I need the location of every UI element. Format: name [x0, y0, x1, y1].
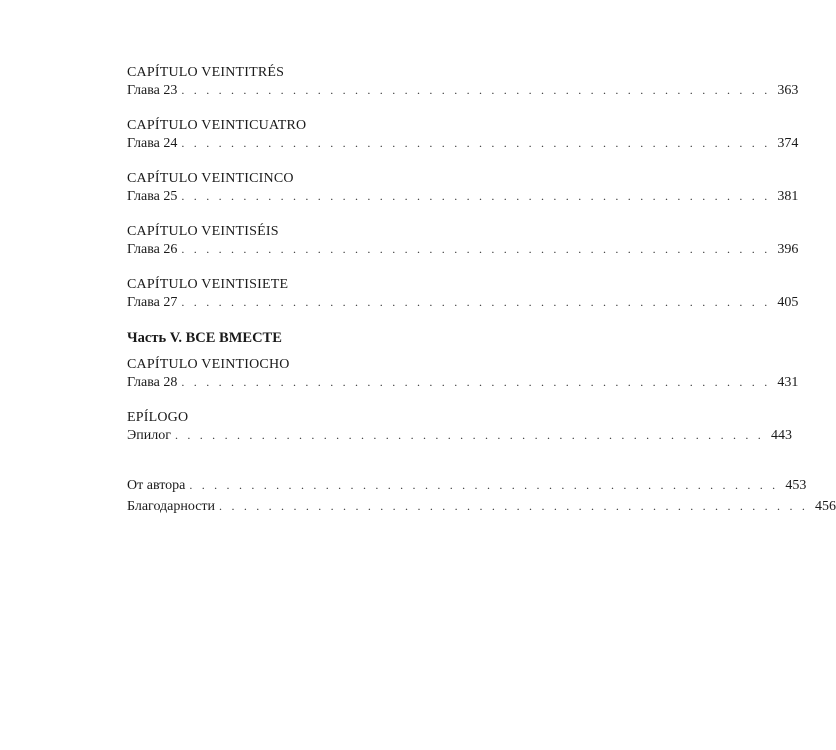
dot-leader: . . . . . . . . . . . . . . . . . . . . . . . . . . . . . . . . . . . . . . . . . . . . . . . .: [181, 375, 771, 389]
dot-leader: . . . . . . . . . . . . . . . . . . . . . . . . . . . . . . . . . . . . . . . . . . . . . . . .: [189, 478, 779, 492]
chapter-label: Глава 25: [127, 189, 178, 204]
part-title: Часть V. ВСЕ ВМЕСТЕ: [127, 330, 282, 346]
dot-leader: . . . . . . . . . . . . . . . . . . . . . . . . . . . . . . . . . . . . . . . . . . . . . . . .: [181, 242, 771, 256]
chapter-title: CAPÍTULO VEINTICINCO: [127, 171, 294, 186]
chapter-label: Глава 24: [127, 136, 178, 151]
dot-leader: . . . . . . . . . . . . . . . . . . . . . . . . . . . . . . . . . . . . . . . . . . . . . . . .: [219, 499, 809, 513]
toc-entry-chapter-28: [127, 356, 799, 392]
toc-entry-author-note: [127, 476, 807, 495]
page-number: 453: [785, 478, 807, 493]
toc-entry-chapter-25: [127, 170, 799, 206]
page-number: 381: [777, 189, 799, 204]
toc-row: [127, 293, 799, 312]
toc-row: [127, 187, 799, 206]
chapter-label: Глава 23: [127, 83, 178, 98]
page-number: 456: [815, 499, 836, 514]
toc-row: [127, 497, 836, 516]
toc-row: [127, 476, 807, 495]
back-matter-label: Благодарности: [127, 499, 216, 514]
toc-row: [127, 240, 799, 259]
page-number: 443: [770, 428, 792, 443]
chapter-label: Эпилог: [127, 428, 171, 443]
page-number: 396: [777, 242, 799, 257]
toc-entry-acknowledgements: [127, 497, 836, 516]
dot-leader: . . . . . . . . . . . . . . . . . . . . . . . . . . . . . . . . . . . . . . . . . . . . . . . .: [181, 189, 771, 203]
chapter-title: CAPÍTULO VEINTIOCHO: [127, 357, 290, 372]
dot-leader: . . . . . . . . . . . . . . . . . . . . . . . . . . . . . . . . . . . . . . . . . . . . . . . .: [174, 428, 764, 442]
chapter-title: CAPÍTULO VEINTISIETE: [127, 277, 289, 292]
chapter-label: Глава 28: [127, 375, 178, 390]
table-of-contents: [127, 64, 836, 518]
toc-entry-chapter-24: [127, 117, 799, 153]
section-spacer: [127, 462, 487, 476]
chapter-title: CAPÍTULO VEINTISÉIS: [127, 224, 279, 239]
chapter-title: CAPÍTULO VEINTICUATRO: [127, 118, 307, 133]
toc-entry-epilogue: [127, 409, 792, 445]
chapter-title: EPÍLOGO: [127, 410, 189, 425]
toc-row: [127, 373, 799, 392]
dot-leader: . . . . . . . . . . . . . . . . . . . . . . . . . . . . . . . . . . . . . . . . . . . . . . . .: [181, 136, 771, 150]
chapter-label: Глава 27: [127, 295, 178, 310]
dot-leader: . . . . . . . . . . . . . . . . . . . . . . . . . . . . . . . . . . . . . . . . . . . . . . . .: [181, 83, 771, 97]
page-number: 374: [777, 136, 799, 151]
dot-leader: . . . . . . . . . . . . . . . . . . . . . . . . . . . . . . . . . . . . . . . . . . . . . . . .: [181, 295, 771, 309]
chapter-title: CAPÍTULO VEINTITRÉS: [127, 65, 285, 80]
chapter-label: Глава 26: [127, 242, 178, 257]
page-number: 363: [777, 83, 799, 98]
toc-row: [127, 81, 799, 100]
back-matter-label: От автора: [127, 478, 186, 493]
toc-entry-chapter-23: [127, 64, 799, 100]
toc-entry-chapter-27: [127, 276, 799, 312]
toc-row: [127, 134, 799, 153]
toc-row: [127, 426, 792, 445]
page-number: 431: [777, 375, 799, 390]
toc-entry-chapter-26: [127, 223, 799, 259]
page-number: 405: [777, 295, 799, 310]
